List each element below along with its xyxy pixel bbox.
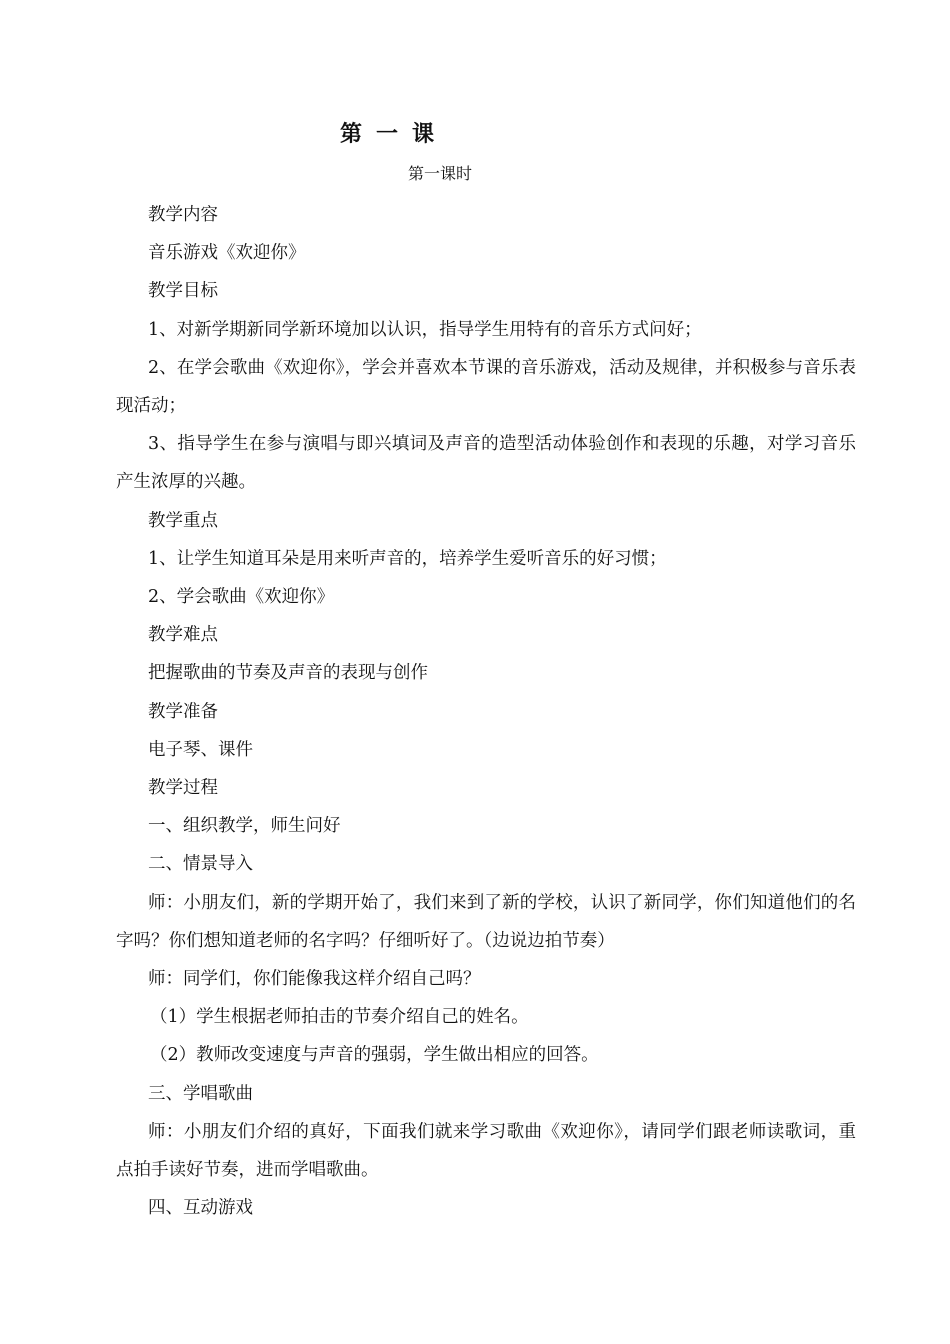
- heading-difficulties: 教学难点: [148, 625, 218, 646]
- process-step-2: 二、情景导入: [148, 854, 253, 875]
- teacher-dialogue-1: 师：小朋友们，新的学期开始了，我们来到了新的学校，认识了新同学，你们知道他们的名字吗？你们想知道老师的名字吗？仔细听好了。（边说边拍节奏）: [116, 892, 856, 951]
- teacher-dialogue-2: 师：同学们，你们能像我这样介绍自己吗？: [148, 969, 481, 990]
- activity-item-2: （2）教师改变速度与声音的强弱，学生做出相应的回答。: [150, 1045, 599, 1066]
- process-step-4: 四、互动游戏: [148, 1198, 253, 1219]
- lesson-period-subtitle: 第一课时: [408, 164, 473, 183]
- key-point-item-1: 1、让学生知道耳朵是用来听声音的，培养学生爱听音乐的好习惯；: [148, 548, 667, 569]
- difficulty-item: 把握歌曲的节奏及声音的表现与创作: [148, 663, 428, 684]
- heading-teaching-goals: 教学目标: [148, 281, 218, 302]
- paragraph-content-game: 音乐游戏《欢迎你》: [148, 243, 306, 264]
- goal-item-2: 2、在学会歌曲《欢迎你》，学会并喜欢本节课的音乐游戏，活动及规律，并积极参与音乐表现活动；: [116, 357, 856, 417]
- lesson-body: [116, 196, 856, 1227]
- heading-process: 教学过程: [148, 778, 218, 799]
- process-step-1: 一、组织教学，师生问好: [148, 816, 341, 837]
- heading-preparation: 教学准备: [148, 701, 218, 722]
- goal-item-3: 3、指导学生在参与演唱与即兴填词及声音的造型活动体验创作和表现的乐趣，对学习音乐产生浓厚的兴趣。: [116, 434, 856, 493]
- process-step-3: 三、学唱歌曲: [148, 1083, 253, 1104]
- heading-key-points: 教学重点: [148, 510, 218, 531]
- goal-item-1: 1、对新学期新同学新环境加以认识，指导学生用特有的音乐方式问好；: [148, 319, 702, 340]
- lesson-title: 第一课: [340, 121, 449, 147]
- activity-item-1: （1）学生根据老师拍击的节奏介绍自己的姓名。: [150, 1007, 529, 1028]
- heading-teaching-content: 教学内容: [148, 205, 218, 225]
- key-point-item-2: 2、学会歌曲《欢迎你》: [148, 587, 335, 608]
- teacher-dialogue-3: 师：小朋友们介绍的真好，下面我们就来学习歌曲《欢迎你》，请同学们跟老师读歌词，重点拍手读好节奏，进而学唱歌曲。: [116, 1121, 856, 1181]
- preparation-item: 电子琴、课件: [148, 739, 253, 760]
